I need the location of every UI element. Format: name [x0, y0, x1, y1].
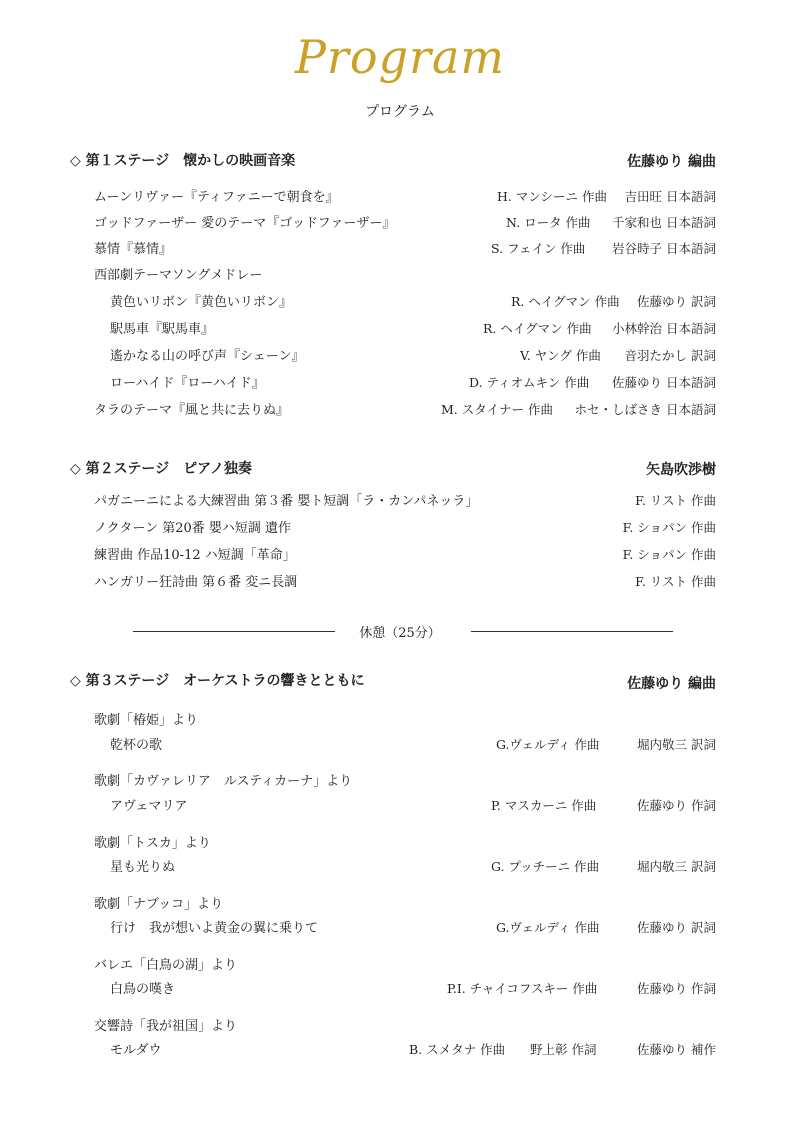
page-subtitle: プログラム [365, 104, 435, 120]
list-item-lyric: 佐藤ゆり 日本語詞 [612, 375, 716, 390]
list-item-composer: G. プッチーニ 作曲 [491, 859, 600, 874]
list-item-source: 歌劇「トスカ」より [94, 836, 211, 851]
list-item-title: ムーンリヴァー『ティファニーで朝食を』 [94, 190, 339, 205]
stage3-arranger: 佐藤ゆり 編曲 [627, 676, 716, 692]
divider-right [471, 631, 673, 632]
list-item-supplement: 佐藤ゆり 補作 [637, 1042, 716, 1057]
list-item-title: 西部劇テーマソングメドレー [94, 268, 263, 283]
list-item-title: 遙かなる山の呼び声『シェーン』 [110, 349, 305, 364]
list-item-lyric: ホセ・しばさき 日本語詞 [574, 402, 716, 417]
list-item-lyric: 小林幹治 日本語詞 [612, 321, 716, 336]
list-item-title: 乾杯の歌 [110, 738, 163, 753]
list-item-title: 練習曲 作品10-12 ハ短調「革命」 [94, 548, 296, 563]
page-title: Program [294, 30, 506, 84]
list-item-composer: F. ショパン 作曲 [622, 520, 716, 535]
list-item-source: 交響詩「我が祖国」より [94, 1019, 238, 1034]
intermission-label: 休憩（25分） [359, 626, 441, 641]
list-item-composer: H. マンシーニ 作曲 [497, 189, 608, 204]
list-item-composer: R. ヘイグマン 作曲 [511, 294, 620, 309]
list-item-composer: G.ヴェルディ 作曲 [496, 737, 600, 752]
list-item-title: 行け 我が想いよ黄金の翼に乗りて [110, 921, 319, 936]
list-item-title: 慕情『慕情』 [94, 242, 173, 257]
stage1-arranger: 佐藤ゆり 編曲 [627, 154, 716, 170]
list-item-source: 歌劇「椿姫」より [94, 713, 199, 728]
list-item-source: 歌劇「ナブッコ」より [94, 897, 224, 912]
list-item-title: 駅馬車『駅馬車』 [110, 322, 215, 337]
list-item-lyric: 野上彰 作詞 [530, 1042, 597, 1057]
list-item-lyric: 岩谷時子 日本語詞 [612, 241, 716, 256]
stage3-heading: ◇ 第３ステージ オーケストラの響きとともに [70, 673, 365, 689]
list-item-composer: P. マスカーニ 作曲 [491, 798, 597, 813]
list-item-lyric: 堀内敬三 訳詞 [637, 737, 716, 752]
list-item-lyric: 千家和也 日本語詞 [612, 215, 716, 230]
stage1-heading: ◇ 第１ステージ 懐かしの映画音楽 [70, 153, 296, 169]
list-item-title: ゴッドファーザー 愛のテーマ『ゴッドファーザー』 [94, 216, 396, 231]
list-item-composer: D. ティオムキン 作曲 [469, 375, 590, 390]
list-item-composer: B. スメタナ 作曲 [409, 1042, 506, 1057]
list-item-lyric: 佐藤ゆり 作詞 [637, 798, 716, 813]
list-item-composer: F. リスト 作曲 [635, 574, 716, 589]
list-item-title: タラのテーマ『風と共に去りぬ』 [94, 403, 290, 418]
list-item-lyric: 佐藤ゆり 訳詞 [637, 294, 716, 309]
list-item-title: パガニーニによる大練習曲 第３番 嬰ト短調「ラ・カンパネッラ」 [94, 494, 479, 509]
list-item-composer: V. ヤング 作曲 [520, 348, 601, 363]
stage2-heading: ◇ 第２ステージ ピアノ独奏 [70, 461, 252, 477]
list-item-composer: F. ショパン 作曲 [622, 547, 716, 562]
list-item-composer: P.I. チャイコフスキー 作曲 [447, 981, 598, 996]
list-item-lyric: 吉田旺 日本語詞 [624, 189, 716, 204]
list-item-title: ノクターン 第20番 嬰ハ短調 遺作 [94, 521, 292, 536]
list-item-title: アヴェマリア [110, 799, 188, 814]
list-item-source: バレエ「白鳥の湖」より [94, 958, 238, 973]
list-item-composer: S. フェイン 作曲 [491, 241, 586, 256]
list-item-composer: R. ヘイグマン 作曲 [483, 321, 592, 336]
list-item-composer: F. リスト 作曲 [635, 493, 716, 508]
list-item-title: 星も光りぬ [110, 860, 176, 875]
list-item-composer: G.ヴェルディ 作曲 [496, 920, 600, 935]
list-item-title: ハンガリー狂詩曲 第６番 変ニ長調 [94, 575, 298, 590]
list-item-title: 白鳥の嘆き [110, 982, 176, 997]
list-item-title: 黄色いリボン『黄色いリボン』 [110, 295, 293, 310]
list-item-lyric: 堀内敬三 訳詞 [637, 859, 716, 874]
list-item-composer: M. スタイナー 作曲 [441, 402, 553, 417]
list-item-composer: N. ロータ 作曲 [506, 215, 591, 230]
stage2-performer: 矢島吹渉樹 [646, 462, 716, 478]
list-item-lyric: 佐藤ゆり 訳詞 [637, 920, 716, 935]
list-item-title: モルダウ [110, 1043, 162, 1058]
list-item-source: 歌劇「カヴァレリア ルスティカーナ」より [94, 774, 353, 789]
list-item-lyric: 音羽たかし 訳詞 [624, 348, 716, 363]
list-item-lyric: 佐藤ゆり 作詞 [637, 981, 716, 996]
list-item-title: ローハイド『ローハイド』 [110, 376, 265, 391]
